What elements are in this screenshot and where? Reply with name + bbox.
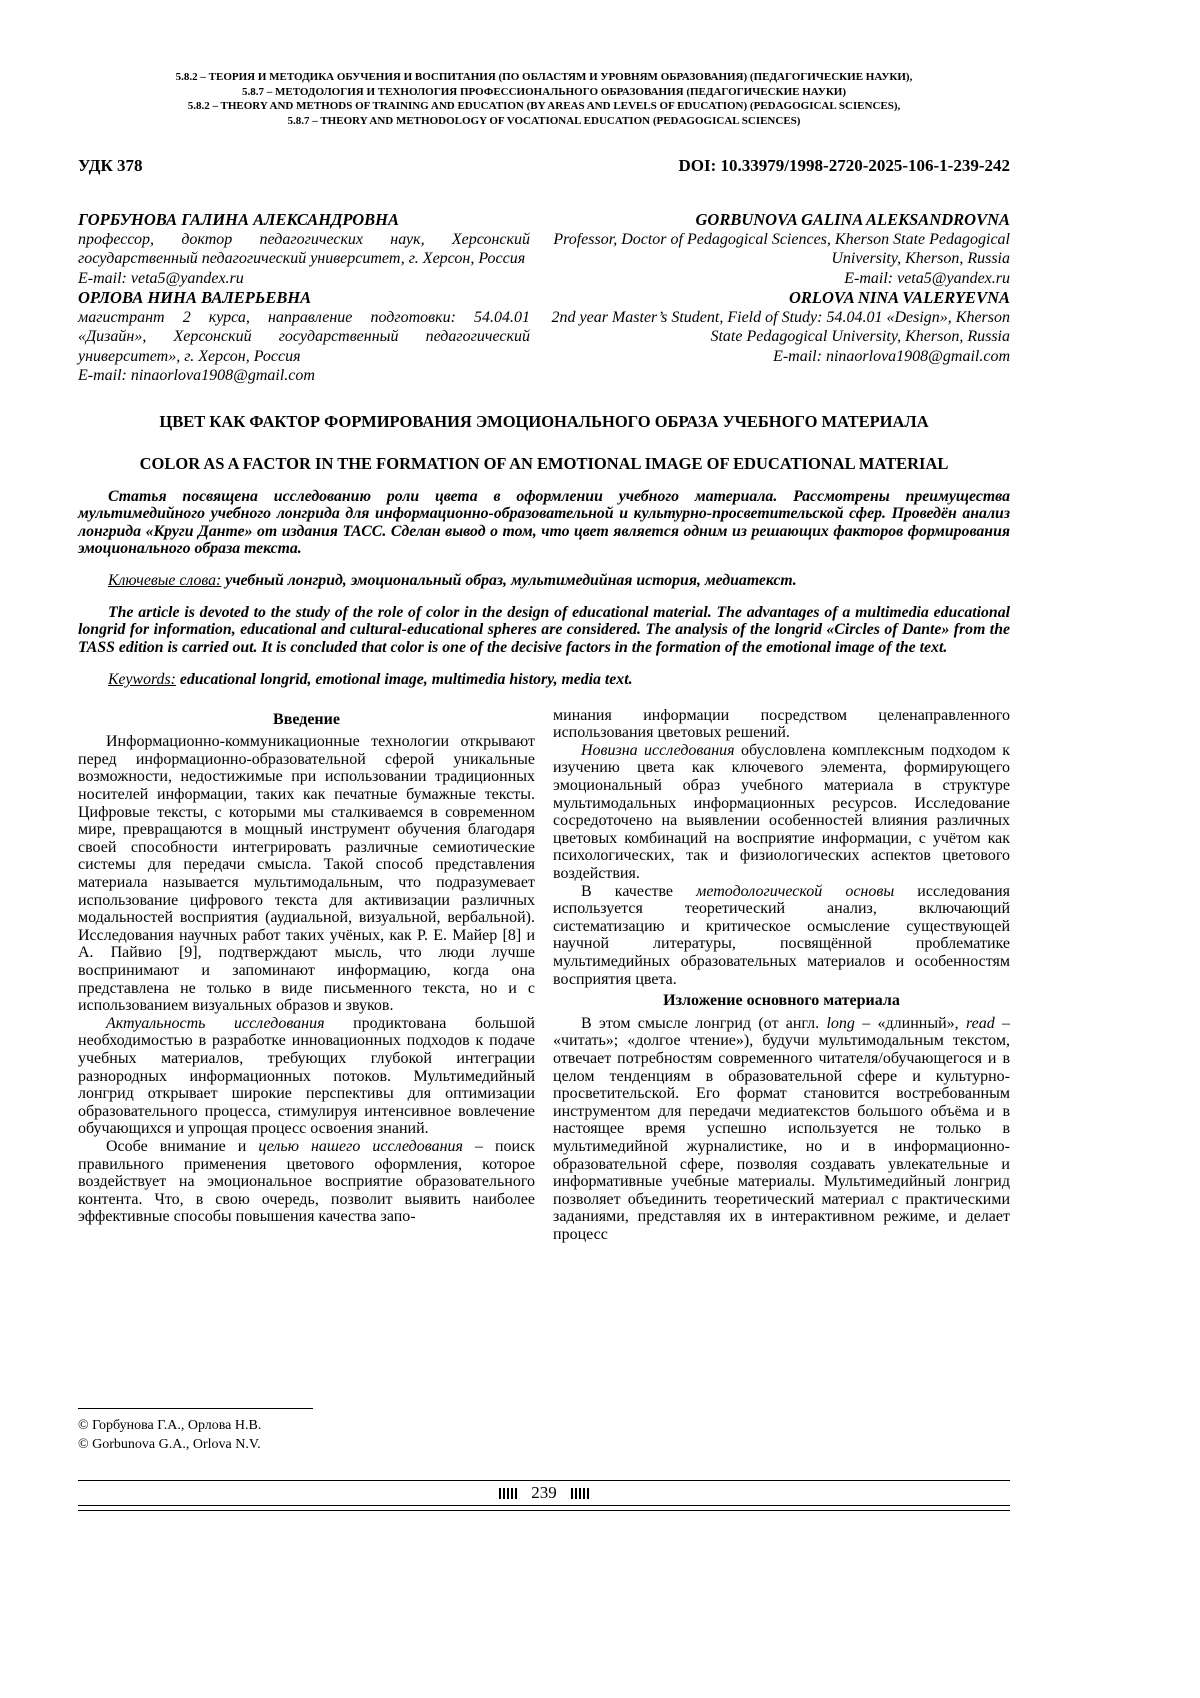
page-footer	[78, 1408, 1010, 1511]
body-columns	[78, 707, 1010, 1244]
author-name-en-1: GORBUNOVA GALINA ALEKSANDROVNA	[695, 210, 1010, 229]
author-name-ru-2: ОРЛОВА НИНА ВАЛЕРЬЕВНА	[78, 288, 312, 307]
emphasis-text: Актуальность исследования	[106, 1014, 325, 1032]
emphasis-text: read	[965, 1014, 995, 1032]
text-run: Изложение основного материала	[663, 992, 900, 1010]
section-heading	[78, 711, 535, 729]
authors-en	[548, 210, 1010, 386]
body-paragraph	[553, 883, 1010, 989]
body-paragraph	[78, 733, 535, 1015]
copyright-en: © Gorbunova G.A., Orlova N.V.	[78, 1437, 261, 1452]
text-run: Особе внимание и	[106, 1137, 259, 1155]
specialty-line: 5.8.2 – THEORY AND METHODS OF TRAINING AND EDUCATION (BY AREAS AND LEVELS OF EDUCATION) (PEDAGOGICAL SCIENCES),	[187, 100, 901, 112]
text-run: В качестве	[581, 882, 697, 900]
udk-code: УДК 378	[78, 156, 143, 175]
specialty-header	[78, 70, 1010, 128]
text-run: Введение	[273, 710, 340, 728]
doi: DOI: 10.33979/1998-2720-2025-106-1-239-242	[678, 156, 1010, 175]
page-number-bar	[78, 1480, 1010, 1511]
keywords-en-label: Keywords:	[108, 670, 176, 688]
article-title-ru: ЦВЕТ КАК ФАКТОР ФОРМИРОВАНИЯ ЭМОЦИОНАЛЬНОГО ОБРАЗА УЧЕБНОГО МАТЕРИАЛА	[159, 411, 929, 431]
emphasis-text: целью нашего исследования	[258, 1137, 463, 1155]
author-name-ru-1: ГОРБУНОВА ГАЛИНА АЛЕКСАНДРОВНА	[78, 210, 400, 229]
keywords-ru-label: Ключевые слова:	[108, 571, 222, 589]
barcode-deco-icon	[499, 1488, 517, 1499]
author-affiliation-ru-1: профессор, доктор педагогических наук, Херсонский государственный педагогический университет, г. Херсон, Россия	[78, 230, 530, 267]
article-title-en: COLOR AS A FACTOR IN THE FORMATION OF AN EMOTIONAL IMAGE OF EDUCATIONAL MATERIAL	[139, 453, 949, 473]
emphasis-text: Новизна исследования	[581, 741, 735, 759]
specialty-line: 5.8.7 – МЕТОДОЛОГИЯ И ТЕХНОЛОГИЯ ПРОФЕССИОНАЛЬНОГО ОБРАЗОВАНИЯ (ПЕДАГОГИЧЕСКИЕ НАУКИ)	[241, 85, 847, 98]
author-email-en-1: E-mail: veta5@yandex.ru	[844, 269, 1010, 287]
pagebar-bottom-rule	[78, 1505, 1010, 1511]
body-paragraph	[553, 742, 1010, 883]
authors-block	[78, 210, 1010, 386]
author-affiliation-en-2: 2nd year Master’s Student, Field of Study: 54.04.01 «Design», Kherson State Pedagogical University, Kherson, Russia	[551, 308, 1010, 345]
footnote-rule	[78, 1408, 313, 1409]
text-run: – «длинный»,	[854, 1014, 966, 1032]
text-run: Информационно-коммуникационные технологии открывают перед информационно-образовательной сферой уникальные возможности, недостижимые при использовании традиционных носителей информации, таких как печатные бумажные тексты. Цифровые тексты, с которыми мы сталкиваемся в современном мире, превращаются в мощный инструмент обучения благодаря своей способности интегрировать различные семиотические системы для передачи смысла. Такой способ представления материала называется мультимодальным, что подразумевает использование цифрового текста для активизации различных модальностей восприятия (аудиальной, визуальной, вербальной). Исследования научных работ таких учёных, как Р. Е. Майер [8] и А. Пайвио [9], подтверждают мысль, что люди лучше воспринимают и запоминают информацию, когда она представлена не только в виде письменного текста, но и с использованием визуальных образов и звуков.	[78, 733, 535, 1015]
text-run: В этом смысле лонгрид (от англ.	[581, 1014, 827, 1032]
page-number-row	[78, 1481, 1010, 1505]
copyright-ru: © Горбунова Г.А., Орлова Н.В.	[78, 1418, 262, 1433]
keywords-ru-text: учебный лонгрид, эмоциональный образ, мультимедийная история, медиатекст.	[221, 571, 797, 589]
specialty-line: 5.8.2 – ТЕОРИЯ И МЕТОДИКА ОБУЧЕНИЯ И ВОСПИТАНИЯ (ПО ОБЛАСТЯМ И УРОВНЯМ ОБРАЗОВАНИЯ) (ПЕДАГОГИЧЕСКИЕ НАУКИ),	[175, 71, 913, 83]
emphasis-text: методологической основы	[696, 882, 895, 900]
text-run: продиктована большой необходимостью в разработке инновационных подходов к подаче учебных материалов, требующих глубокой интеграции разнородных информационных потоков. Мультимедийный лонгрид открывает широкие перспективы для оптимизации образовательного процесса, стимулируя интенсивное вовлечение обучающихся и упрощая процесс освоения знаний.	[78, 1014, 535, 1138]
specialty-line: 5.8.7 – THEORY AND METHODOLOGY OF VOCATIONAL EDUCATION (PEDAGOGICAL SCIENCES)	[287, 114, 801, 127]
body-paragraph	[553, 707, 1010, 742]
author-affiliation-ru-2: магистрант 2 курса, направление подготовки: 54.04.01 «Дизайн», Херсонский государственный педагогический университет», г. Херсон, Россия	[78, 308, 530, 365]
text-run: – «читать»; «долгое чтение»), будучи мультимодальным текстом, отвечает потребностям современного читателя/обучающегося и в целом тенденциям в образовательной сфере и культурно-просветительской. Его формат становится востребованным инструментом для передачи медиатекстов большого объёма и в настоящее время успешно используется не только в мультимедийной журналистике, но и в информационно-образовательной сфере, позволяя создавать увлекательные и информативные учебные материалы. Мультимедийный лонгрид позволяет объединить теоретический материал с практическими заданиями, представляя их в интерактивном режиме, и делает процесс	[553, 1014, 1011, 1243]
author-name-en-2: ORLOVA NINA VALERYEVNA	[789, 288, 1010, 307]
section-heading	[553, 992, 1010, 1010]
keywords-en	[78, 671, 1010, 689]
authors-ru	[78, 210, 530, 386]
emphasis-text: long	[826, 1014, 855, 1032]
page-number: 239	[531, 1483, 557, 1502]
body-column-right	[553, 707, 1010, 1244]
abstract-ru: Статья посвящена исследованию роли цвета в оформлении учебного материала. Рассмотрены преимущества мультимедийного учебного лонгрида для информационно-образовательной и культурно-просветительской сфер. Проведён анализ лонгрида «Круги Данте» от издания ТАСС. Сделан вывод о том, что цвет является одним из решающих факторов формирования эмоционального образа текста.	[78, 487, 1010, 558]
text-run: обусловлена комплексным подходом к изучению цвета как ключевого элемента, формирующего эмоциональный образ учебного материала в структуре мультимодальных информационных ресурсов. Исследование сосредоточено на выявлении особенностей влияния различных цветовых комбинаций на восприятие информации, с учётом как психологических, так и физиологических аспектов цветового воздействия.	[553, 741, 1010, 882]
body-column-left	[78, 707, 535, 1244]
udk-doi-row	[78, 156, 1010, 176]
author-email-ru-1: E-mail: veta5@yandex.ru	[78, 269, 244, 287]
article-page	[78, 0, 1010, 1698]
author-affiliation-en-1: Professor, Doctor of Pedagogical Sciences, Kherson State Pedagogical University, Kherson, Russia	[553, 230, 1010, 267]
text-run: минания информации посредством целенаправленного использования цветовых решений.	[553, 706, 1010, 742]
body-paragraph	[553, 1015, 1010, 1244]
keywords-en-text: educational longrid, emotional image, multimedia history, media text.	[175, 670, 633, 688]
text-run: исследования используется теоретический анализ, включающий систематизацию и критическое осмысление существующей научной литературы, посвящённой проблематике мультимедийных образовательных материалов и особенностям восприятия цвета.	[553, 882, 1010, 988]
barcode-deco-icon	[571, 1488, 589, 1499]
author-email-en-2: E-mail: ninaorlova1908@gmail.com	[773, 347, 1010, 365]
abstract-en: The article is devoted to the study of the role of color in the design of educational material. The advantages of a multimedia educational longrid for information, educational and cultural-educational spheres are considered. The analysis of the longrid «Circles of Dante» from the TASS edition is carried out. It is concluded that color is one of the decisive factors in the formation of the emotional image of the text.	[78, 603, 1010, 657]
author-email-ru-2: E-mail: ninaorlova1908@gmail.com	[78, 367, 315, 384]
text-run: – поиск правильного применения цветового оформления, которое воздействует на эмоциональное восприятие образовательного контента. Что, в свою очередь, позволит выявить наиболее эффективные способы повышения качества запо-	[78, 1137, 535, 1226]
keywords-ru	[78, 572, 1010, 590]
body-paragraph	[78, 1138, 535, 1226]
body-paragraph	[78, 1015, 535, 1138]
